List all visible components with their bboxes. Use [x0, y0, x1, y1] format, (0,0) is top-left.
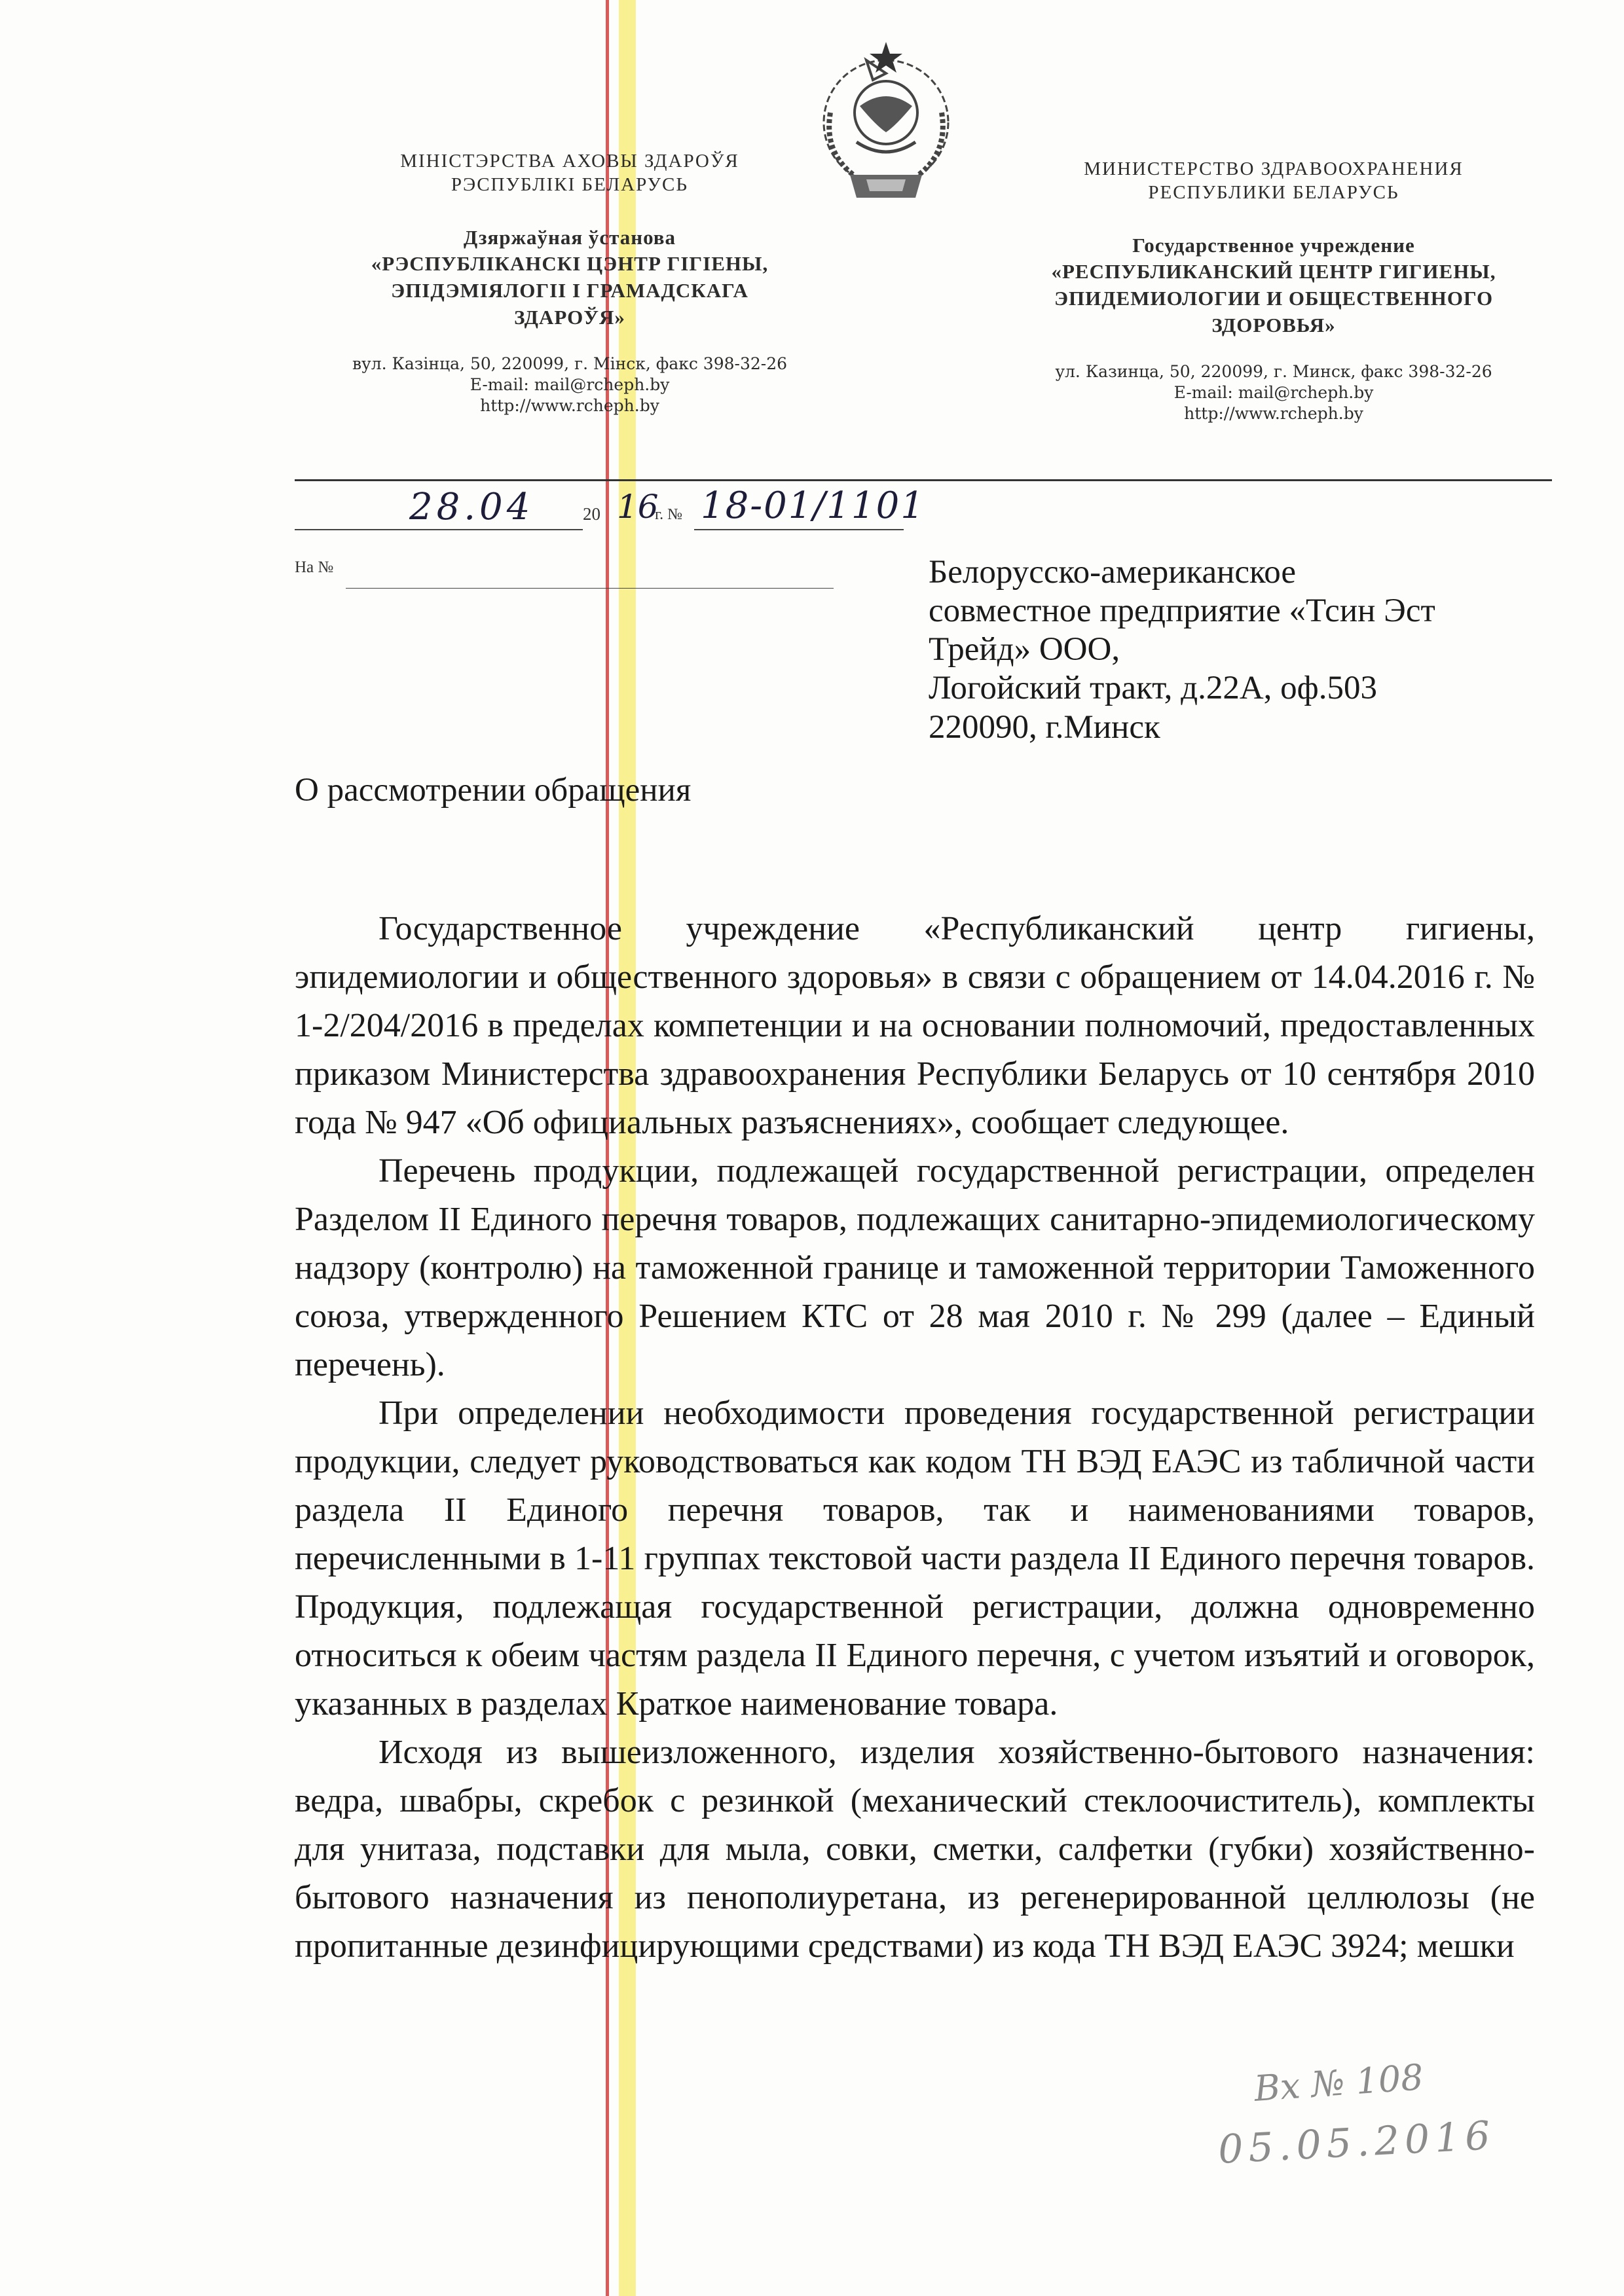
year-prefix: 20: [583, 504, 600, 524]
letterhead-divider: [295, 479, 1552, 481]
reference-underline: [346, 588, 834, 589]
letter-body: [295, 905, 1535, 1971]
date-underline: [295, 529, 583, 530]
body-paragraph: При определении необходимости проведения государственной регистрации продукции, следует руководствоваться как кодом ТН ВЭД ЕАЭС из табличной части раздела II Единого перечня товаров, так и наименованиями товаров, перечисленными в 1-11 группах текстовой части раздела II Единого перечня товаров. Продукция, подлежащая государственной регистрации, должна одновременно относиться к обеим частям раздела II Единого перечня, с учетом изъятий и оговорок, указанных в разделах Краткое наименование товара.: [295, 1394, 1535, 1722]
reference-label: На №: [295, 558, 334, 576]
addressee-block: Белорусско-американское совместное предприятие «Тсин Эст Трейд» ООО, Логойский тракт, д.22А, оф.503 220090, г.Минск: [929, 554, 1435, 746]
letterhead-russian: [982, 157, 1565, 424]
year-suffix: 16: [617, 488, 659, 526]
outgoing-date: 28.04: [409, 486, 534, 528]
number-label: г. №: [655, 506, 683, 523]
ministry-name-ru: МИНИСТЕРСТВО ЗДРАВООХРАНЕНИЯ РЕСПУБЛИКИ БЕЛАРУСЬ: [1084, 158, 1464, 204]
institution-name-ru: Государственное учреждение «РЕСПУБЛИКАНСКИЙ ЦЕНТР ГИГИЕНЫ, ЭПИДЕМИОЛОГИИ И ОБЩЕСТВЕННОГО ЗДОРОВЬЯ»: [1051, 233, 1496, 337]
ministry-name-by: МІНІСТЭРСТВА АХОВЫ ЗДАРОЎЯ РЭСПУБЛІКІ БЕЛАРУСЬ: [400, 151, 739, 196]
body-paragraph: Перечень продукции, подлежащей государственной регистрации, определен Разделом II Единого перечня товаров, подлежащих санитарно-эпидемиологическому надзору (контролю) на таможенной границе и таможенной территории Таможенного союза, утвержденного Решением КТС от 28 мая 2010 г. № 299 (далее – Единый перечень).: [295, 1152, 1535, 1383]
letterhead-belarusian: [288, 149, 851, 416]
body-paragraph: Государственное учреждение «Республиканский центр гигиены, эпидемиологии и общественного здоровья» в связи с обращением от 14.04.2016 г. № 1-2/204/2016 в пределах компетенции и на основании полномочий, предоставленных приказом Министерства здравоохранения Республики Беларусь от 10 сентября 2010 года № 947 «Об официальных разъяснениях», сообщает следующее.: [295, 910, 1535, 1141]
incoming-number-note: Вх № 108: [1253, 2056, 1425, 2109]
body-paragraph: Исходя из вышеизложенного, изделия хозяйственно-бытового назначения: ведра, швабры, скребок с резинкой (механический стеклоочиститель), комплекты для унитаза, подставки для мыла, совки, сметки, салфетки (губки) хозяйственно-бытового назначения из пенополиуретана, из регенерированной целлюлозы (не пропитанные дезинфицирующими средствами) из кода ТН ВЭД ЕАЭС 3924; мешки: [295, 1734, 1535, 1965]
number-underline: [694, 529, 904, 530]
letter-subject: О рассмотрении обращения: [295, 772, 692, 809]
institution-name-by: Дзяржаўная ўстанова «РЭСПУБЛІКАНСКІ ЦЭНТР ГІГІЕНЫ, ЭПІДЭМІЯЛОГІІ І ГРАМАДСКАГА ЗДАРОЎЯ»: [371, 225, 769, 329]
institution-address-by: вул. Казінца, 50, 220099, г. Мінск, факс 398-32-26 E-mail: mail@rcheph.by http://www.rcheph.by: [352, 354, 788, 416]
incoming-date-note: 05.05.2016: [1217, 2112, 1497, 2174]
outgoing-number: 18-01/1101: [701, 484, 925, 527]
institution-address-ru: ул. Казинца, 50, 220099, г. Минск, факс 398-32-26 E-mail: mail@rcheph.by http://www.rcheph.by: [1055, 362, 1492, 424]
